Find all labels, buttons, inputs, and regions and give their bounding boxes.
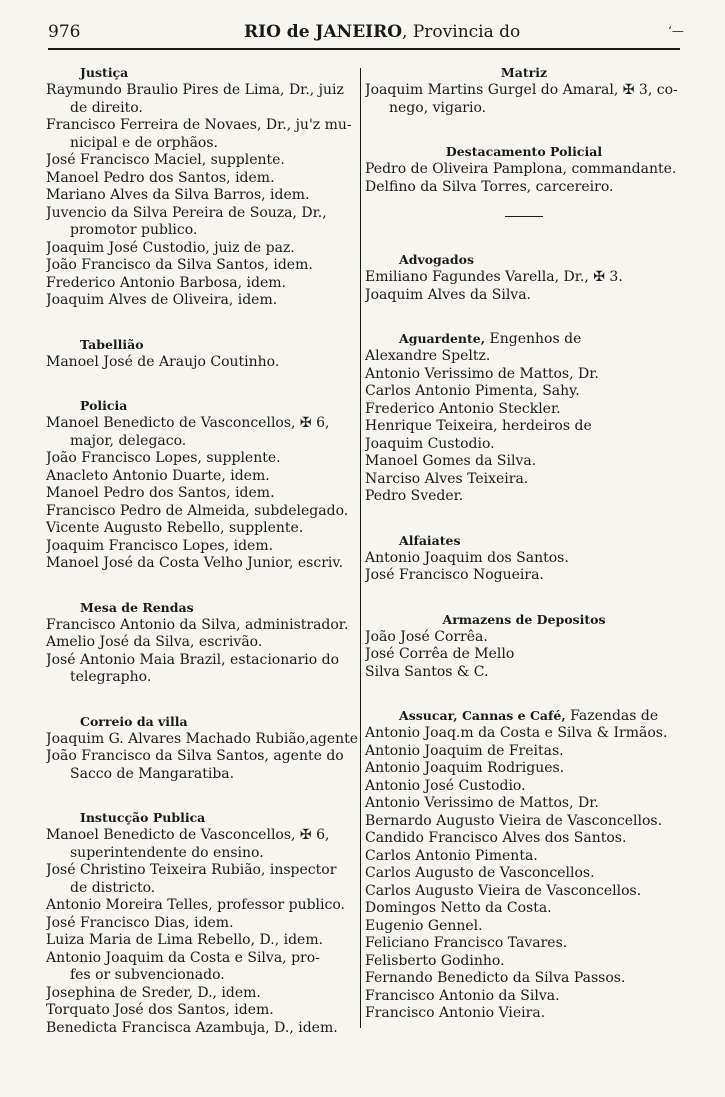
section-destacamento bbox=[365, 143, 683, 196]
entry-continuation: de direito. bbox=[70, 99, 143, 116]
right-column bbox=[365, 64, 683, 1023]
section-title-destacamento bbox=[365, 143, 683, 161]
spacer bbox=[46, 573, 358, 585]
section-title-instrucao bbox=[46, 809, 358, 827]
section-advogados bbox=[365, 251, 683, 304]
entry: Pedro Sveder. bbox=[365, 488, 464, 504]
entry: Mariano Alves da Silva Barros, idem. bbox=[46, 187, 310, 203]
running-title bbox=[244, 22, 520, 42]
entry: Manoel Gomes da Silva. bbox=[365, 453, 537, 469]
spacer bbox=[46, 687, 358, 699]
spacer bbox=[365, 681, 683, 693]
entry: Domingos Netto da Costa. bbox=[365, 900, 552, 916]
spacer bbox=[365, 585, 683, 597]
entry: Antonio José Custodio. bbox=[365, 777, 526, 794]
entry: José Christino Teixeira Rubião, inspector bbox=[46, 862, 337, 878]
spacer bbox=[365, 117, 683, 129]
spacer bbox=[365, 304, 683, 316]
section-title-alfaiates bbox=[365, 532, 683, 550]
entry: Feliciano Francisco Tavares. bbox=[365, 935, 568, 951]
entry: Joaquim Custodio. bbox=[365, 435, 495, 452]
section-matriz bbox=[365, 64, 683, 117]
section-title-justica bbox=[46, 64, 358, 82]
section-rule bbox=[505, 216, 543, 217]
entry: Francisco Pedro de Almeida, subdelegado. bbox=[46, 502, 349, 519]
section-title-text: Advogados bbox=[399, 252, 474, 267]
entry: Manoel Benedicto de Vasconcellos, ✠ 6, bbox=[46, 415, 330, 431]
entry: Amelio José da Silva, escrivão. bbox=[46, 634, 263, 650]
entry: Antonio Joaquim da Costa e Silva, pro- bbox=[46, 949, 320, 966]
section-title-text: Assucar, Cannas e Café, bbox=[399, 708, 566, 723]
entry: Alexandre Speltz. bbox=[365, 348, 491, 364]
section-correio bbox=[46, 713, 358, 784]
section-title-matriz bbox=[365, 64, 683, 82]
page-number: 976 bbox=[48, 22, 81, 42]
entry: Antonio Joaquim de Freitas. bbox=[365, 742, 564, 759]
section-justica bbox=[46, 64, 358, 310]
entry-continuation: superintendente do ensino. bbox=[70, 844, 264, 861]
entry: Manoel Pedro dos Santos, idem. bbox=[46, 485, 275, 501]
entry: Antonio Joaq.m da Costa e Silva & Irmãos. bbox=[365, 725, 668, 741]
entry: Manoel José da Costa Velho Junior, escriv. bbox=[46, 555, 344, 571]
section-policia bbox=[46, 397, 358, 573]
entry: Carlos Augusto de Vasconcellos. bbox=[365, 865, 595, 881]
entry: João Francisco Lopes, supplente. bbox=[46, 450, 281, 466]
entry: Antonio Joaquim Rodrigues. bbox=[365, 760, 565, 776]
section-title-armazens bbox=[365, 611, 683, 629]
entry: Torquato José dos Santos, idem. bbox=[46, 1002, 274, 1018]
entry: Candido Francisco Alves dos Santos. bbox=[365, 830, 627, 846]
section-title-text: Policia bbox=[80, 398, 128, 413]
entry: Manoel José de Araujo Coutinho. bbox=[46, 353, 280, 370]
entry: Raymundo Braulio Pires de Lima, Dr., juiz bbox=[46, 82, 344, 98]
entry: Vicente Augusto Rebello, supplente. bbox=[46, 520, 304, 536]
entry: Bernardo Augusto Vieira de Vasconcellos. bbox=[365, 812, 663, 829]
entry: Pedro de Oliveira Pamplona, commandante. bbox=[365, 161, 677, 177]
section-title-assucar bbox=[365, 707, 683, 725]
running-title-rest: , Provincia do bbox=[402, 22, 521, 42]
entry: Josephina de Sreder, D., idem. bbox=[46, 984, 261, 1001]
entry: Eugenio Gennel. bbox=[365, 917, 483, 934]
section-alfaiates bbox=[365, 532, 683, 585]
entry: José Antonio Maia Brazil, estacionario do bbox=[46, 651, 340, 668]
section-subtitle: Engenhos de bbox=[485, 331, 582, 347]
running-title-bold: RIO de JANEIRO bbox=[244, 22, 403, 42]
entry: Manoel Pedro dos Santos, idem. bbox=[46, 169, 275, 186]
entry: Joaquim Martins Gurgel do Amaral, ✠ 3, co- bbox=[365, 82, 678, 98]
entry: Antonio Verissimo de Mattos, Dr. bbox=[365, 365, 599, 382]
entry-continuation: telegrapho. bbox=[70, 669, 152, 685]
entry: Emiliano Fagundes Varella, Dr., ✠ 3. bbox=[365, 269, 623, 285]
entry: João Francisco da Silva Santos, idem. bbox=[46, 257, 313, 273]
entry: Fernando Benedicto da Silva Passos. bbox=[365, 970, 626, 986]
section-title-text: Justiça bbox=[80, 65, 129, 80]
section-title-text: Alfaiates bbox=[399, 532, 461, 548]
entry: Juvencio da Silva Pereira de Souza, Dr., bbox=[46, 204, 327, 221]
entry: Frederico Antonio Steckler. bbox=[365, 400, 561, 417]
entry-continuation: nicipal e de orphãos. bbox=[70, 134, 218, 151]
section-title-text: Correio da villa bbox=[80, 713, 188, 729]
section-title-policia bbox=[46, 397, 358, 415]
entry: José Corrêa de Mello bbox=[365, 646, 515, 662]
section-subtitle: Fazendas de bbox=[565, 708, 659, 724]
section-tabelliao bbox=[46, 336, 358, 372]
spacer bbox=[46, 310, 358, 322]
spacer bbox=[46, 371, 358, 383]
entry: Carlos Antonio Pimenta. bbox=[365, 847, 538, 864]
section-title-advogados bbox=[365, 251, 683, 269]
entry: Anacleto Antonio Duarte, idem. bbox=[46, 467, 270, 484]
entry: Benedicta Francisca Azambuja, D., idem. bbox=[46, 1019, 338, 1036]
entry-continuation: de districto. bbox=[70, 879, 156, 896]
entry: Joaquim Alves de Oliveira, idem. bbox=[46, 292, 278, 308]
section-mesa bbox=[46, 599, 358, 687]
entry: Francisco Antonio da Silva, administrador. bbox=[46, 616, 349, 633]
section-title-text: Mesa de Rendas bbox=[80, 599, 194, 615]
entry: Silva Santos & C. bbox=[365, 663, 489, 680]
spacer bbox=[46, 783, 358, 795]
section-title-text: Tabellião bbox=[80, 336, 144, 352]
entry: José Francisco Dias, idem. bbox=[46, 914, 234, 931]
section-title-text: Instucção Publica bbox=[80, 810, 206, 825]
column-divider bbox=[360, 68, 361, 1028]
entry: José Francisco Nogueira. bbox=[365, 567, 544, 583]
spacer bbox=[365, 506, 683, 518]
entry: Antonio Verissimo de Mattos, Dr. bbox=[365, 795, 599, 811]
entry: Joaquim José Custodio, juiz de paz. bbox=[46, 239, 295, 256]
entry-continuation: promotor publico. bbox=[70, 222, 198, 238]
section-title-text: Aguardente, bbox=[399, 331, 486, 346]
entry: Manoel Benedicto de Vasconcellos, ✠ 6, bbox=[46, 827, 330, 843]
entry: Delfino da Silva Torres, carcereiro. bbox=[365, 178, 614, 195]
section-assucar bbox=[365, 707, 683, 1023]
entry: Luiza Maria de Lima Rebello, D., idem. bbox=[46, 932, 324, 948]
entry-continuation: Sacco de Mangaratiba. bbox=[70, 765, 235, 782]
entry-continuation: fes or subvencionado. bbox=[70, 967, 225, 983]
section-title-mesa bbox=[46, 599, 358, 617]
entry: Frederico Antonio Barbosa, idem. bbox=[46, 274, 286, 291]
entry: Antonio Moreira Telles, professor publico. bbox=[46, 897, 345, 913]
entry-continuation: nego, vigario. bbox=[389, 99, 487, 116]
entry: Felisberto Godinho. bbox=[365, 952, 505, 969]
entry: Francisco Antonio Vieira. bbox=[365, 1005, 546, 1021]
section-title-text: Matriz bbox=[500, 65, 548, 80]
section-aguardente bbox=[365, 330, 683, 506]
section-instrucao bbox=[46, 809, 358, 1037]
page-header bbox=[48, 22, 684, 50]
entry: Joaquim Francisco Lopes, idem. bbox=[46, 537, 274, 554]
entry-continuation: major, delegaco. bbox=[70, 432, 187, 449]
left-column bbox=[46, 64, 358, 1037]
section-title-tabelliao bbox=[46, 336, 358, 354]
entry: Joaquim G. Alvares Machado Rubião,agente bbox=[46, 730, 358, 747]
section-title-text: Destacamento Policial bbox=[445, 144, 603, 159]
entry: Narciso Alves Teixeira. bbox=[365, 470, 529, 487]
entry: João José Corrêa. bbox=[365, 628, 488, 645]
entry: Henrique Teixeira, herdeiros de bbox=[365, 418, 592, 434]
section-title-aguardente bbox=[365, 330, 683, 348]
section-armazens bbox=[365, 611, 683, 682]
entry: Carlos Antonio Pimenta, Sahy. bbox=[365, 383, 580, 399]
entry: José Francisco Maciel, supplente. bbox=[46, 152, 285, 168]
entry: Francisco Ferreira de Novaes, Dr., ju'z mu- bbox=[46, 117, 352, 133]
entry: Joaquim Alves da Silva. bbox=[365, 286, 531, 303]
section-title-text: Armazens de Depositos bbox=[442, 611, 606, 627]
entry: Carlos Augusto Vieira de Vasconcellos. bbox=[365, 882, 642, 899]
entry: Francisco Antonio da Silva. bbox=[365, 987, 560, 1004]
entry: Antonio Joaquim dos Santos. bbox=[365, 549, 569, 566]
header-mark: ‘— bbox=[668, 24, 684, 38]
entry: João Francisco da Silva Santos, agente do bbox=[46, 748, 344, 764]
section-title-correio bbox=[46, 713, 358, 731]
